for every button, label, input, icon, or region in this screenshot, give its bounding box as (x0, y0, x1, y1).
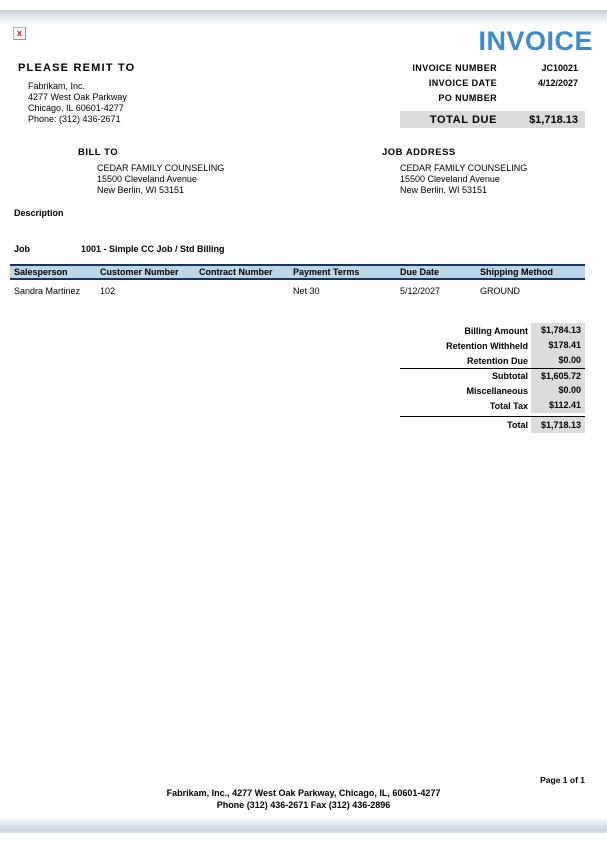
remit-to-address-line: Phone: (312) 436-2671 (28, 114, 121, 124)
description-label: Description (14, 208, 64, 218)
miscellaneous-value: $0.00 (531, 383, 585, 398)
billing-amount-label: Billing Amount (464, 325, 528, 336)
total-due-value: $1,718.13 (529, 113, 578, 126)
grand-total-row (400, 416, 585, 433)
column-header-customer-number: Customer Number (100, 267, 179, 277)
po-number-row (400, 90, 585, 105)
retention-due-row (400, 353, 585, 368)
job-address (400, 163, 527, 196)
retention-due-value: $0.00 (531, 353, 585, 368)
invoice-meta-block (400, 60, 585, 128)
footer-address: Fabrikam, Inc., 4277 West Oak Parkway, Chicago, IL, 60601-4277 (166, 788, 441, 798)
column-header-shipping-method: Shipping Method (480, 267, 553, 277)
cell-payment-terms: Net 30 (293, 286, 320, 296)
job-address-line: CEDAR FAMILY COUNSELING (400, 163, 528, 173)
billing-amount-value: $1,784.13 (531, 323, 585, 338)
job-value: 1001 - Simple CC Job / Std Billing (81, 244, 225, 254)
remit-to-address-line: Fabrikam, Inc. (28, 81, 86, 91)
table-row (10, 280, 585, 296)
retention-due-label: Retention Due (466, 355, 528, 366)
column-header-salesperson: Salesperson (14, 267, 68, 277)
grand-total-value: $1,718.13 (531, 417, 585, 433)
job-address-heading: JOB ADDRESS (382, 147, 456, 158)
retention-withheld-label: Retention Withheld (446, 340, 528, 351)
remit-to-address-line: 4277 West Oak Parkway (28, 92, 127, 102)
grand-total-label: Total (507, 420, 528, 430)
cell-salesperson: Sandra Martinez (14, 286, 81, 296)
total-due-label: TOTAL DUE (429, 113, 497, 126)
total-tax-value: $112.41 (531, 398, 585, 413)
page-number: Page 1 of 1 (540, 775, 585, 785)
details-table-header (10, 264, 585, 280)
totals-section (400, 323, 585, 433)
po-number-label: PO NUMBER (438, 92, 497, 103)
broken-image-icon: x (13, 27, 26, 40)
retention-withheld-row (400, 338, 585, 353)
invoice-title: INVOICE (478, 26, 593, 56)
total-due-bar (400, 111, 585, 128)
retention-withheld-value: $178.41 (531, 338, 585, 353)
subtotal-value: $1,605.72 (531, 369, 585, 384)
invoice-number-label: INVOICE NUMBER (412, 62, 497, 73)
bill-to-address (97, 163, 224, 196)
total-tax-label: Total Tax (489, 400, 528, 411)
column-header-due-date: Due Date (400, 267, 440, 277)
cell-shipping-method: GROUND (480, 286, 520, 296)
billing-amount-row (400, 323, 585, 338)
subtotal-label: Subtotal (492, 371, 528, 381)
subtotal-row (400, 368, 585, 383)
total-tax-row (400, 398, 585, 413)
remit-to-address (28, 81, 127, 125)
invoice-date-label: INVOICE DATE (428, 77, 497, 88)
top-gradient-bar (0, 10, 607, 25)
cell-customer-number: 102 (100, 286, 116, 296)
job-address-line: New Berlin, WI 53151 (400, 185, 488, 195)
job-address-line: 15500 Cleveland Avenue (400, 174, 500, 184)
invoice-number-value: JC10021 (541, 62, 578, 73)
remit-to-heading: PLEASE REMIT TO (18, 62, 136, 74)
miscellaneous-row (400, 383, 585, 398)
bottom-gradient-bar (0, 819, 607, 833)
bill-to-address-line: New Berlin, WI 53151 (97, 185, 185, 195)
bill-to-heading: BILL TO (78, 147, 119, 158)
invoice-date-row (400, 75, 585, 90)
column-header-payment-terms: Payment Terms (293, 267, 360, 277)
footer-phone-fax: Phone (312) 436-2671 Fax (312) 436-2896 (216, 800, 391, 810)
details-table (10, 264, 585, 296)
invoice-date-value: 4/12/2027 (537, 77, 578, 88)
remit-to-address-line: Chicago, IL 60601-4277 (28, 103, 124, 113)
column-header-contract-number: Contract Number (199, 267, 273, 277)
bill-to-address-line: 15500 Cleveland Avenue (97, 174, 197, 184)
job-label: Job (14, 244, 31, 254)
miscellaneous-label: Miscellaneous (466, 385, 528, 396)
bill-to-address-line: CEDAR FAMILY COUNSELING (97, 163, 225, 173)
cell-due-date: 5/12/2027 (400, 286, 441, 296)
invoice-number-row (400, 60, 585, 75)
